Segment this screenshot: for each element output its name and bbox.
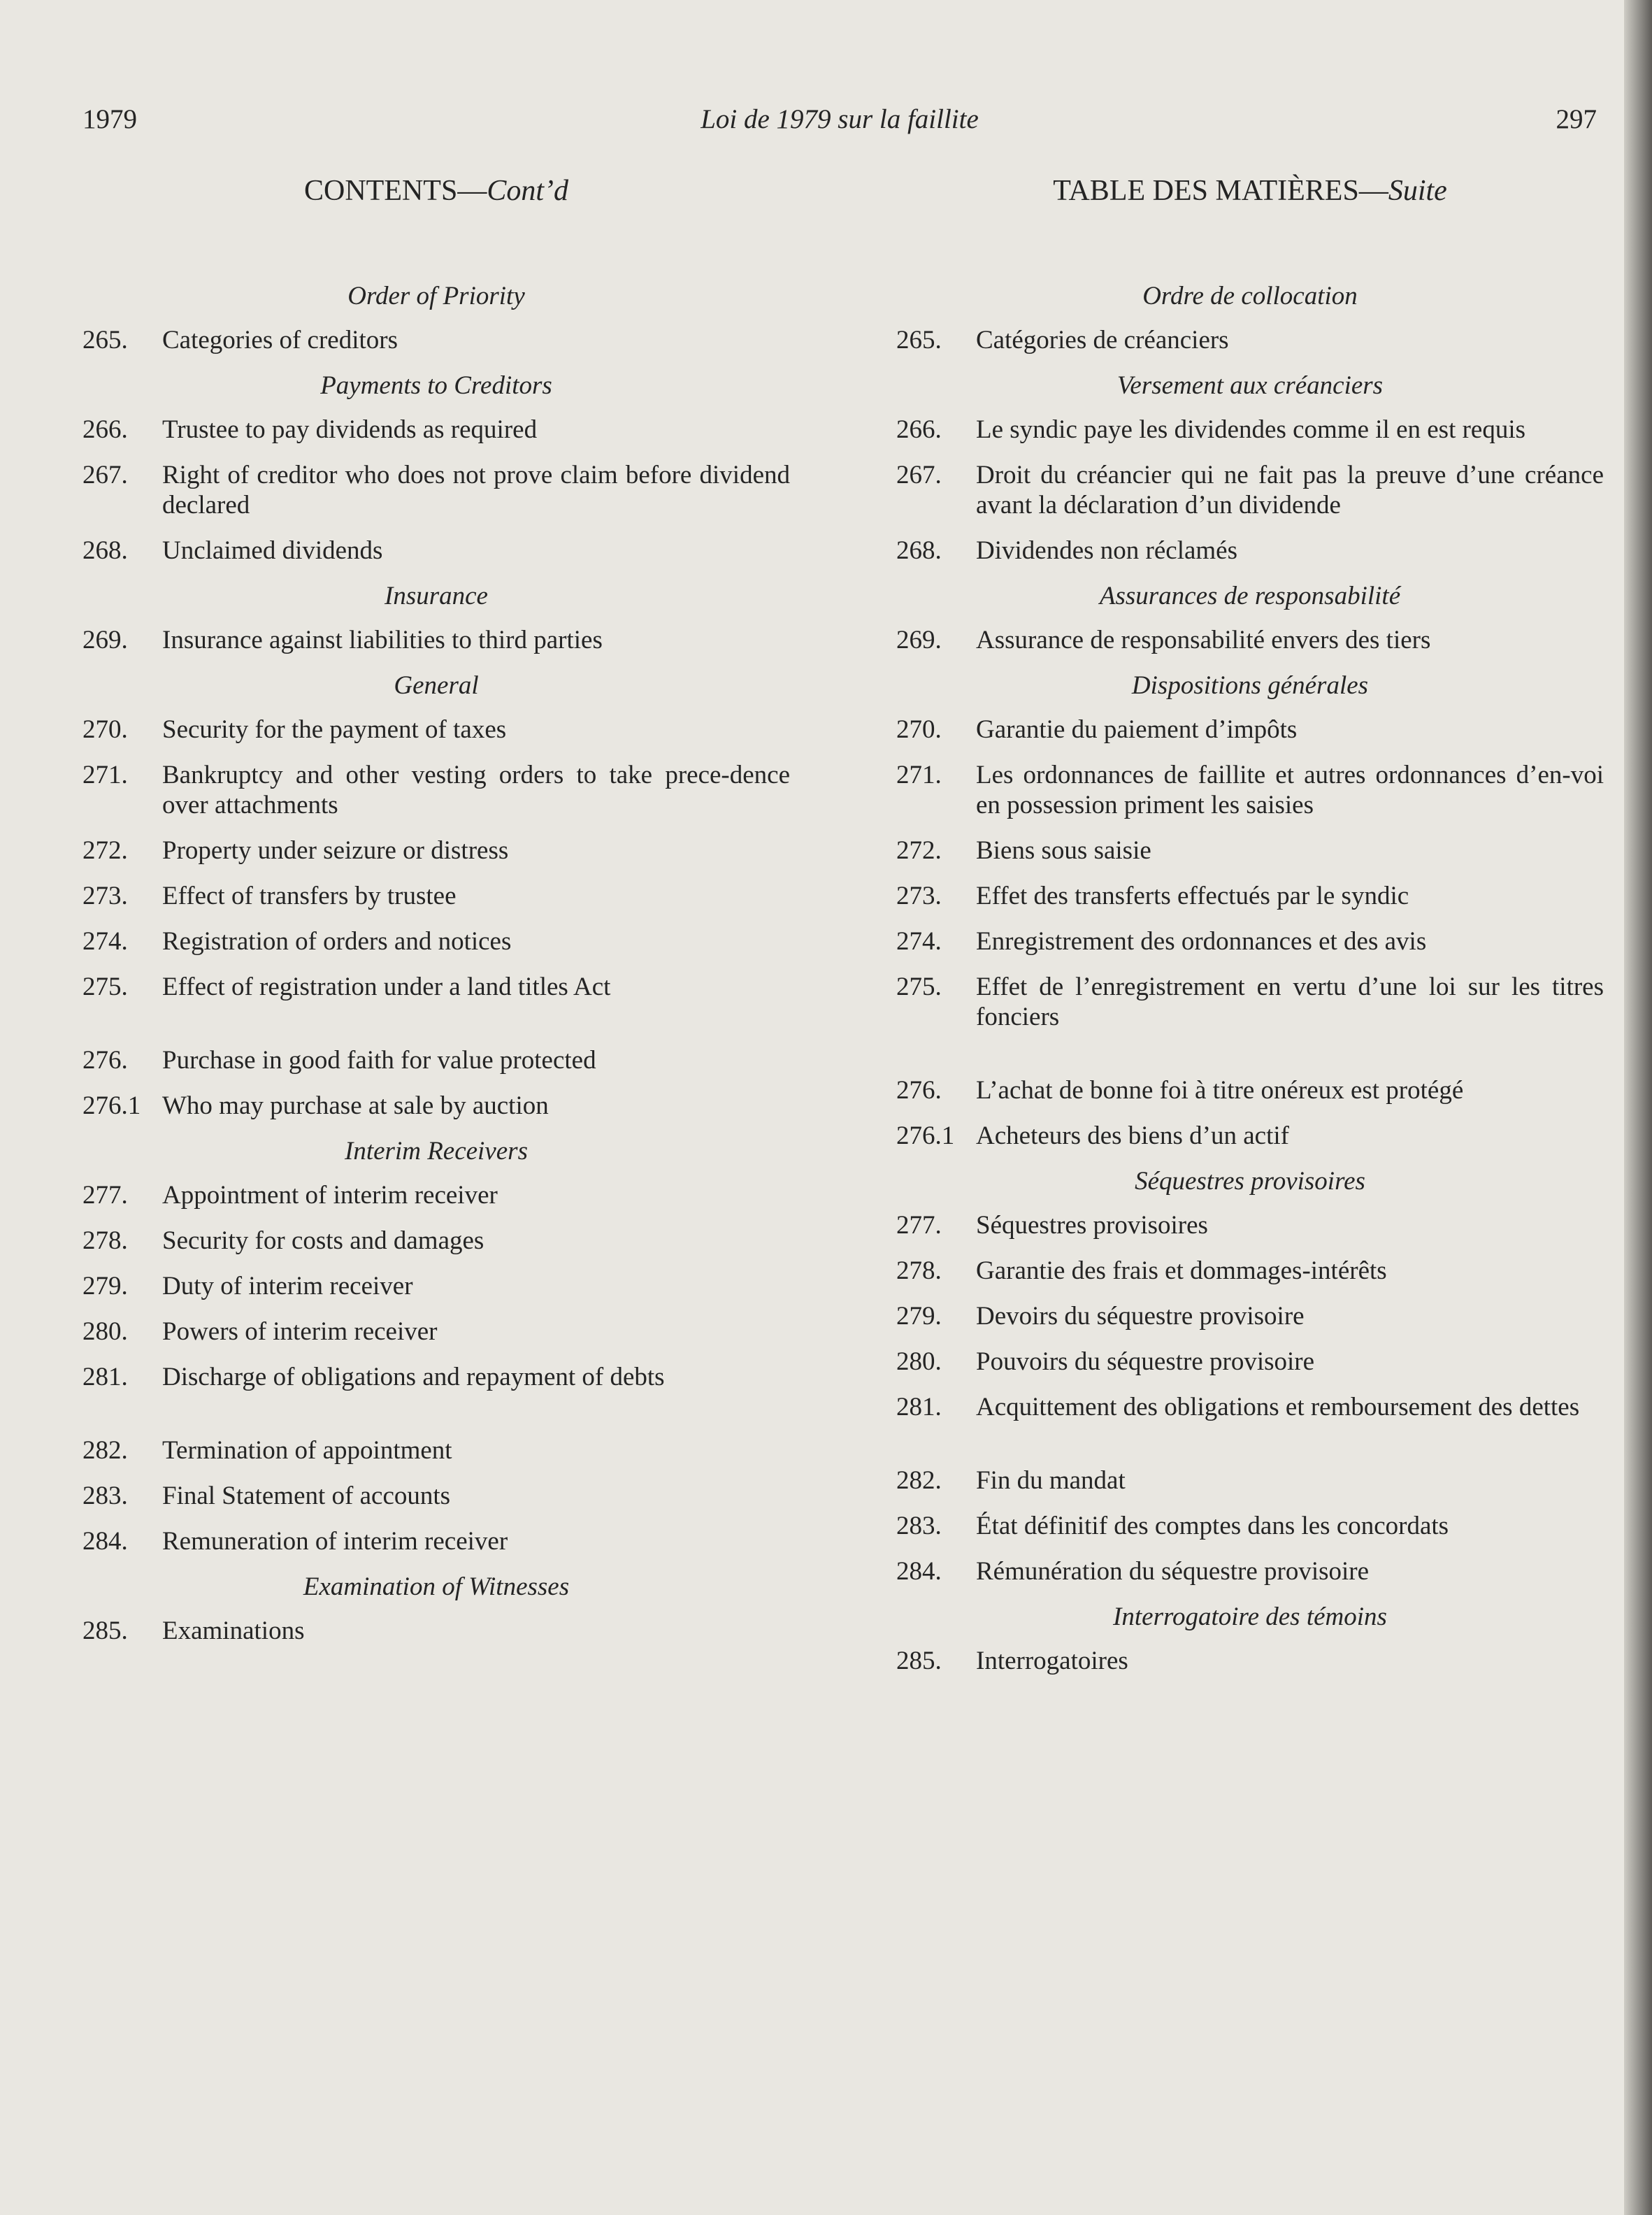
section-number: 268.	[896, 536, 942, 565]
section-number: 284.	[896, 1557, 942, 1586]
english-section-heading: Examination of Witnesses	[303, 1572, 570, 1601]
section-number: 285.	[82, 1617, 128, 1645]
section-title: Who may purchase at sale by auction	[162, 1091, 549, 1120]
section-title: Interrogatoires	[976, 1647, 1128, 1675]
section-title: Assurance de responsabilité envers des tiers	[976, 626, 1431, 654]
section-number: 285.	[896, 1647, 942, 1675]
english-contents-column	[82, 175, 790, 1661]
french-contents-entry	[896, 1392, 1604, 1422]
section-number: 276.1	[896, 1121, 955, 1150]
section-title: Les ordonnances de faillite et autres ordonnances d’en-voi en possession priment les saisies	[976, 761, 1604, 819]
section-title: Devoirs du séquestre provisoire	[976, 1302, 1305, 1331]
french-contents-entry	[896, 1075, 1604, 1105]
section-number: 270.	[82, 715, 128, 744]
section-title: Unclaimed dividends	[162, 536, 383, 565]
section-title: État définitif des comptes dans les concordats	[976, 1512, 1449, 1540]
french-contents-entry	[896, 1556, 1604, 1586]
section-title: Categories of creditors	[162, 326, 398, 354]
french-contents-entry	[896, 415, 1604, 445]
english-contents-entry	[82, 926, 790, 956]
english-contents-entry	[82, 325, 790, 355]
english-contents-entry	[82, 1091, 790, 1121]
section-number: 281.	[896, 1393, 942, 1421]
french-contents-entry	[896, 1210, 1604, 1240]
section-number: 279.	[896, 1302, 942, 1331]
section-title: Pouvoirs du séquestre provisoire	[976, 1347, 1315, 1376]
french-contents-entry	[896, 1347, 1604, 1377]
section-title: Powers of interim receiver	[162, 1317, 438, 1346]
section-title: Effet des transferts effectués par le syndic	[976, 882, 1409, 910]
french-contents-entry	[896, 760, 1604, 820]
section-title: Fin du mandat	[976, 1466, 1126, 1495]
section-title: Droit du créancier qui ne fait pas la preuve d’une créance avant la déclaration d’un dividende	[976, 461, 1604, 519]
section-title: L’achat de bonne foi à titre onéreux est protégé	[976, 1076, 1464, 1105]
english-contents-entry	[82, 625, 790, 655]
french-contents-title: TABLE DES MATIÈRES—Suite	[1053, 175, 1447, 207]
section-title: Garantie des frais et dommages-intérêts	[976, 1256, 1387, 1285]
section-title: Examinations	[162, 1617, 305, 1645]
english-contents-entry	[82, 715, 790, 745]
french-section-heading: Séquestres provisoires	[1135, 1167, 1365, 1196]
english-contents-entry	[82, 972, 790, 1002]
french-contents-entry	[896, 1301, 1604, 1331]
section-number: 276.1	[82, 1091, 141, 1120]
french-section-heading: Ordre de collocation	[1142, 282, 1358, 310]
section-title: Appointment of interim receiver	[162, 1181, 498, 1210]
french-contents-entry	[896, 926, 1604, 956]
section-title: Effect of transfers by trustee	[162, 882, 457, 910]
section-title: Effect of registration under a land titles Act	[162, 973, 611, 1001]
english-contents-entry	[82, 1435, 790, 1465]
section-number: 279.	[82, 1272, 128, 1300]
english-section-heading: Insurance	[385, 582, 488, 610]
english-contents-entry	[82, 1271, 790, 1301]
section-title: Effet de l’enregistrement en vertu d’une loi sur les titres fonciers	[976, 973, 1604, 1031]
section-number: 282.	[82, 1436, 128, 1465]
english-contents-entry	[82, 1362, 790, 1392]
section-number: 274.	[896, 927, 942, 956]
english-contents-entry	[82, 536, 790, 566]
section-number: 280.	[82, 1317, 128, 1346]
section-title: Le syndic paye les dividendes comme il en est requis	[976, 415, 1526, 444]
section-number: 272.	[82, 836, 128, 865]
english-contents-entry	[82, 1616, 790, 1646]
english-contents-entry	[82, 415, 790, 445]
english-contents-entry	[82, 460, 790, 520]
section-number: 276.	[896, 1076, 942, 1105]
english-contents-entry	[82, 1481, 790, 1511]
english-contents-entry	[82, 1317, 790, 1347]
section-number: 270.	[896, 715, 942, 744]
section-title: Bankruptcy and other vesting orders to take prece-dence over attachments	[162, 761, 790, 819]
section-title: Catégories de créanciers	[976, 326, 1229, 354]
section-number: 273.	[896, 882, 942, 910]
section-number: 274.	[82, 927, 128, 956]
french-contents-entry	[896, 625, 1604, 655]
section-number: 273.	[82, 882, 128, 910]
english-contents-entry	[82, 1226, 790, 1256]
french-contents-entry	[896, 1511, 1604, 1541]
french-section-heading: Assurances de responsabilité	[1099, 582, 1401, 610]
section-title: Discharge of obligations and repayment of debts	[162, 1363, 665, 1391]
section-title: Acheteurs des biens d’un actif	[976, 1121, 1289, 1150]
section-title: Termination of appointment	[162, 1436, 452, 1465]
section-number: 276.	[82, 1046, 128, 1075]
section-title: Duty of interim receiver	[162, 1272, 413, 1300]
section-number: 275.	[82, 973, 128, 1001]
section-title: Final Statement of accounts	[162, 1482, 451, 1510]
french-section-heading: Versement aux créanciers	[1116, 371, 1384, 400]
section-number: 277.	[82, 1181, 128, 1210]
section-title: Trustee to pay dividends as required	[162, 415, 538, 444]
french-section-heading: Interrogatoire des témoins	[1113, 1603, 1387, 1631]
section-number: 277.	[896, 1211, 942, 1240]
section-title: Rémunération du séquestre provisoire	[976, 1557, 1370, 1586]
section-number: 278.	[82, 1226, 128, 1255]
section-title: Security for the payment of taxes	[162, 715, 507, 744]
section-title: Séquestres provisoires	[976, 1211, 1208, 1240]
section-title: Insurance against liabilities to third parties	[162, 626, 603, 654]
section-number: 266.	[896, 415, 942, 444]
french-contents-entry	[896, 325, 1604, 355]
section-number: 281.	[82, 1363, 128, 1391]
english-contents-entry	[82, 836, 790, 866]
running-header	[82, 103, 1597, 145]
french-contents-entry	[896, 881, 1604, 911]
section-title: Enregistrement des ordonnances et des avis	[976, 927, 1427, 956]
english-contents-entry	[82, 881, 790, 911]
french-contents-entry	[896, 1646, 1604, 1676]
section-number: 284.	[82, 1527, 128, 1556]
english-contents-entry	[82, 1180, 790, 1210]
section-number: 271.	[82, 761, 128, 789]
french-contents-entry	[896, 836, 1604, 866]
section-number: 267.	[82, 461, 128, 489]
section-number: 283.	[82, 1482, 128, 1510]
english-section-heading: Payments to Creditors	[320, 371, 552, 400]
section-number: 278.	[896, 1256, 942, 1285]
english-section-heading: General	[394, 671, 479, 700]
section-number: 282.	[896, 1466, 942, 1495]
section-number: 268.	[82, 536, 128, 565]
page-number: 297	[1556, 104, 1597, 134]
section-number: 272.	[896, 836, 942, 865]
french-contents-column	[896, 175, 1604, 1691]
french-contents-entry	[896, 715, 1604, 745]
english-section-heading: Interim Receivers	[345, 1137, 528, 1166]
section-title: Right of creditor who does not prove claim before dividend declared	[162, 461, 790, 519]
french-contents-entry	[896, 536, 1604, 566]
section-number: 283.	[896, 1512, 942, 1540]
header-title: Loi de 1979 sur la faillite	[701, 104, 979, 134]
section-title: Property under seizure or distress	[162, 836, 509, 865]
section-title: Biens sous saisie	[976, 836, 1151, 865]
header-year: 1979	[82, 104, 137, 134]
section-number: 269.	[896, 626, 942, 654]
section-number: 271.	[896, 761, 942, 789]
section-title: Dividendes non réclamés	[976, 536, 1237, 565]
section-title: Garantie du paiement d’impôts	[976, 715, 1298, 744]
section-number: 275.	[896, 973, 942, 1001]
section-number: 280.	[896, 1347, 942, 1376]
french-contents-entry	[896, 460, 1604, 520]
english-contents-title: CONTENTS—Cont’d	[303, 175, 568, 207]
french-contents-entry	[896, 1465, 1604, 1496]
english-contents-entry	[82, 1526, 790, 1556]
french-contents-entry	[896, 1121, 1604, 1151]
english-contents-entry	[82, 1045, 790, 1075]
english-contents-entry	[82, 760, 790, 820]
english-section-heading: Order of Priority	[347, 282, 525, 310]
french-section-heading: Dispositions générales	[1131, 671, 1369, 700]
section-title: Acquittement des obligations et remboursement des dettes	[976, 1393, 1580, 1421]
section-title: Security for costs and damages	[162, 1226, 484, 1255]
french-contents-entry	[896, 972, 1604, 1032]
section-number: 265.	[82, 326, 128, 354]
section-number: 267.	[896, 461, 942, 489]
section-title: Purchase in good faith for value protected	[162, 1046, 596, 1075]
section-number: 265.	[896, 326, 942, 354]
page-edge-shadow	[1624, 0, 1652, 2215]
section-title: Remuneration of interim receiver	[162, 1527, 508, 1556]
section-title: Registration of orders and notices	[162, 927, 512, 956]
french-contents-entry	[896, 1256, 1604, 1286]
section-number: 269.	[82, 626, 128, 654]
section-number: 266.	[82, 415, 128, 444]
